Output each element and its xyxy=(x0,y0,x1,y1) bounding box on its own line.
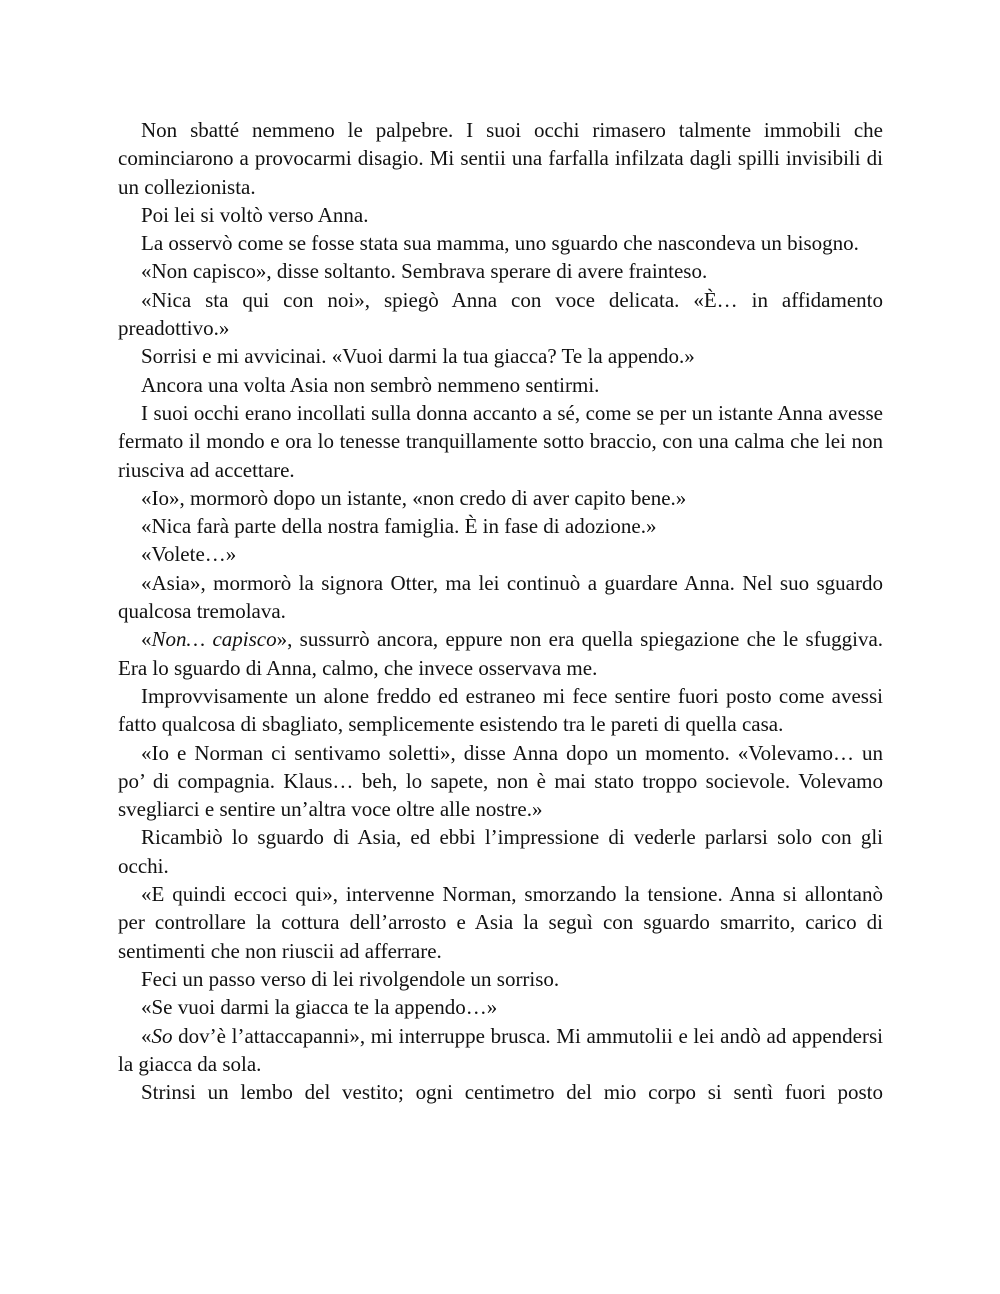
paragraph xyxy=(118,823,883,880)
text-segment: «Io», mormorò dopo un istante, «non credo di aver capito bene.» xyxy=(141,485,687,510)
paragraph xyxy=(118,399,883,484)
text-segment: «Non capisco», disse soltanto. Sembrava sperare di avere frainteso. xyxy=(141,259,708,284)
text-segment: dov’è l’attaccapanni», mi interruppe brusca. Mi ammutolii e lei andò ad appendersi la giacca da sola. xyxy=(118,1023,883,1076)
text-segment: «Se vuoi darmi la giacca te la appendo…» xyxy=(141,995,498,1020)
text-segment: Ancora una volta Asia non sembrò nemmeno sentirmi. xyxy=(141,372,600,397)
paragraph xyxy=(118,682,883,739)
paragraph xyxy=(118,880,883,965)
text-segment: Strinsi un lembo del vestito; ogni centimetro del mio corpo si sentì fuori posto xyxy=(141,1080,883,1105)
paragraph xyxy=(118,512,883,540)
text-segment: Sorrisi e mi avvicinai. «Vuoi darmi la tua giacca? Te la appendo.» xyxy=(141,344,695,369)
paragraph xyxy=(118,201,883,229)
paragraph xyxy=(118,229,883,257)
paragraph xyxy=(118,993,883,1021)
paragraph xyxy=(118,116,883,201)
paragraph xyxy=(118,286,883,343)
text-segment: Improvvisamente un alone freddo ed estraneo mi fece sentire fuori posto come avessi fatto qualcosa di sbagliato, semplicemente esistendo tra le pareti di quella casa. xyxy=(118,683,883,737)
paragraph xyxy=(118,569,883,626)
text-segment: Ricambiò lo sguardo di Asia, ed ebbi l’impressione di vederle parlarsi solo con gli occhi. xyxy=(118,825,883,878)
paragraph xyxy=(118,342,883,370)
text-segment: «Volete…» xyxy=(141,542,237,567)
text-segment: « xyxy=(141,627,152,652)
text-segment: «Asia», mormorò la signora Otter, ma lei continuò a guardare Anna. Nel suo sguardo qualcosa tremolava. xyxy=(118,570,883,624)
text-segment: Feci un passo verso di lei rivolgendole un sorriso. xyxy=(141,966,560,991)
paragraph xyxy=(118,625,883,682)
paragraph xyxy=(118,371,883,399)
book-page-text xyxy=(118,116,883,1106)
text-segment: «Nica farà parte della nostra famiglia. È in fase di adozione.» xyxy=(141,514,657,539)
paragraph xyxy=(118,739,883,824)
text-segment: I suoi occhi erano incollati sulla donna accanto a sé, come se per un istante Anna avesse fermato il mondo e ora lo tenesse tranquillamente sotto braccio, con una calma che lei non riusciva ad accettare. xyxy=(118,400,883,482)
text-segment: Poi lei si voltò verso Anna. xyxy=(141,202,369,227)
text-segment: «Nica sta qui con noi», spiegò Anna con voce delicata. «È… in affidamento preadottivo.» xyxy=(118,287,883,341)
italic-text: Non… capisco xyxy=(151,627,277,652)
text-segment: La osservò come se fosse stata sua mamma, uno sguardo che nascondeva un bisogno. xyxy=(141,231,859,256)
paragraph xyxy=(118,1022,883,1079)
paragraph xyxy=(118,1078,883,1106)
text-segment: «E quindi eccoci qui», intervenne Norman, smorzando la tensione. Anna si allontanò per controllare la cottura dell’arrosto e Asia la seguì con sguardo smarrito, carico di sentimenti che non riuscii ad afferrare. xyxy=(118,882,883,963)
text-segment: », sussurrò ancora, eppure non era quella spiegazione che le sfuggiva. Era lo sguardo di Anna, calmo, che invece osservava me. xyxy=(118,627,884,680)
paragraph xyxy=(118,540,883,568)
text-segment: Non sbatté nemmeno le palpebre. I suoi occhi rimasero talmente immobili che cominciarono a provocarmi disagio. Mi sentii una farfalla infilzata dagli spilli invisibili di un collezionista. xyxy=(118,118,883,199)
text-segment: «Io e Norman ci sentivamo soletti», disse Anna dopo un momento. «Volevamo… un po’ di compagnia. Klaus… beh, lo sapete, non è mai stato troppo socievole. Volevamo svegliarci e sentire un’altra voce oltre alle nostre.» xyxy=(118,740,883,822)
italic-text: So xyxy=(151,1023,173,1048)
paragraph xyxy=(118,257,883,285)
paragraph xyxy=(118,484,883,512)
text-segment: « xyxy=(141,1023,152,1048)
paragraph xyxy=(118,965,883,993)
